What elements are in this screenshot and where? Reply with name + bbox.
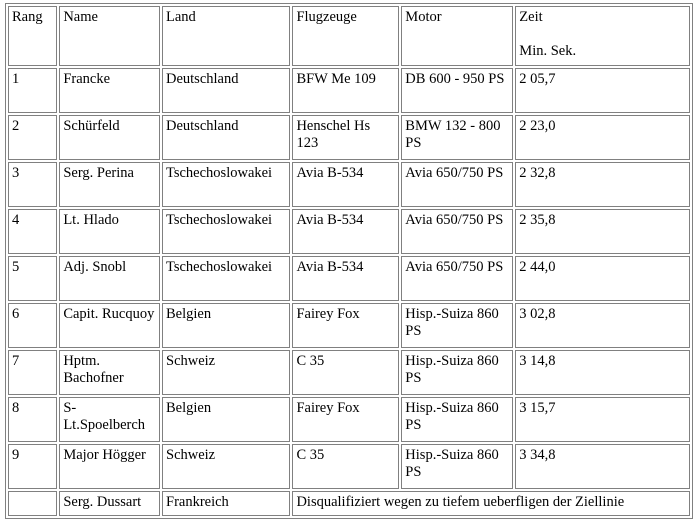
cell-motor: Avia 650/750 PS [401,162,513,207]
cell-flugzeuge: Avia B-534 [292,256,399,301]
table-row [8,444,690,489]
cell-zeit: 2 35,8 [515,209,690,254]
cell-zeit: 2 05,7 [515,68,690,113]
cell-rang: 5 [8,256,57,301]
header-flugzeuge: Flugzeuge [292,6,399,66]
cell-zeit: 3 02,8 [515,303,690,348]
cell-motor: Hisp.-Suiza 860 PS [401,397,513,442]
cell-flugzeuge: Henschel Hs 123 [292,115,399,160]
cell-name: Serg. Perina [59,162,160,207]
cell-motor: Avia 650/750 PS [401,256,513,301]
cell-land: Belgien [162,303,290,348]
cell-name: Hptm. Bachofner [59,350,160,395]
cell-zeit: 3 15,7 [515,397,690,442]
cell-rang: 4 [8,209,57,254]
cell-land: Deutschland [162,68,290,113]
header-zeit-unit: Min. Sek. [519,43,577,59]
cell-rang: 1 [8,68,57,113]
header-name: Name [59,6,160,66]
cell-motor: Hisp.-Suiza 860 PS [401,303,513,348]
header-motor: Motor [401,6,513,66]
cell-rang-empty [8,491,57,516]
cell-name: Serg. Dussart [59,491,160,516]
cell-rang: 9 [8,444,57,489]
cell-land: Schweiz [162,350,290,395]
cell-land: Tschechoslowakei [162,162,290,207]
table-row [8,115,690,160]
cell-name: Adj. Snobl [59,256,160,301]
cell-zeit: 2 32,8 [515,162,690,207]
cell-zeit: 2 23,0 [515,115,690,160]
table-row [8,162,690,207]
cell-zeit: 2 44,0 [515,256,690,301]
cell-land: Deutschland [162,115,290,160]
table-row [8,303,690,348]
cell-rang: 6 [8,303,57,348]
header-land: Land [162,6,290,66]
cell-rang: 7 [8,350,57,395]
cell-land: Schweiz [162,444,290,489]
cell-motor: Hisp.-Suiza 860 PS [401,444,513,489]
cell-name: S-Lt.Spoelberch [59,397,160,442]
disqualified-row [8,491,690,516]
cell-flugzeuge: Fairey Fox [292,303,399,348]
cell-flugzeuge: Fairey Fox [292,397,399,442]
cell-flugzeuge: C 35 [292,350,399,395]
table-row [8,397,690,442]
header-row [8,6,690,66]
cell-land: Frankreich [162,491,290,516]
header-rang: Rang [8,6,57,66]
cell-flugzeuge: BFW Me 109 [292,68,399,113]
cell-flugzeuge: C 35 [292,444,399,489]
cell-name: Francke [59,68,160,113]
results-table [5,3,693,519]
cell-flugzeuge: Avia B-534 [292,162,399,207]
disqualification-note: Disqualifiziert wegen zu tiefem ueberfligen der Ziellinie [292,491,690,516]
cell-flugzeuge: Avia B-534 [292,209,399,254]
cell-rang: 8 [8,397,57,442]
cell-land: Tschechoslowakei [162,209,290,254]
header-zeit-label: Zeit [519,9,543,25]
table-row [8,209,690,254]
cell-motor: Hisp.-Suiza 860 PS [401,350,513,395]
cell-land: Tschechoslowakei [162,256,290,301]
cell-motor: BMW 132 - 800 PS [401,115,513,160]
cell-land: Belgien [162,397,290,442]
cell-name: Schürfeld [59,115,160,160]
table-row [8,350,690,395]
cell-name: Capit. Rucquoy [59,303,160,348]
header-zeit [515,6,690,66]
cell-rang: 2 [8,115,57,160]
cell-motor: Avia 650/750 PS [401,209,513,254]
cell-motor: DB 600 - 950 PS [401,68,513,113]
cell-zeit: 3 34,8 [515,444,690,489]
cell-name: Lt. Hlado [59,209,160,254]
cell-rang: 3 [8,162,57,207]
cell-zeit: 3 14,8 [515,350,690,395]
table-row [8,68,690,113]
cell-name: Major Högger [59,444,160,489]
table-row [8,256,690,301]
